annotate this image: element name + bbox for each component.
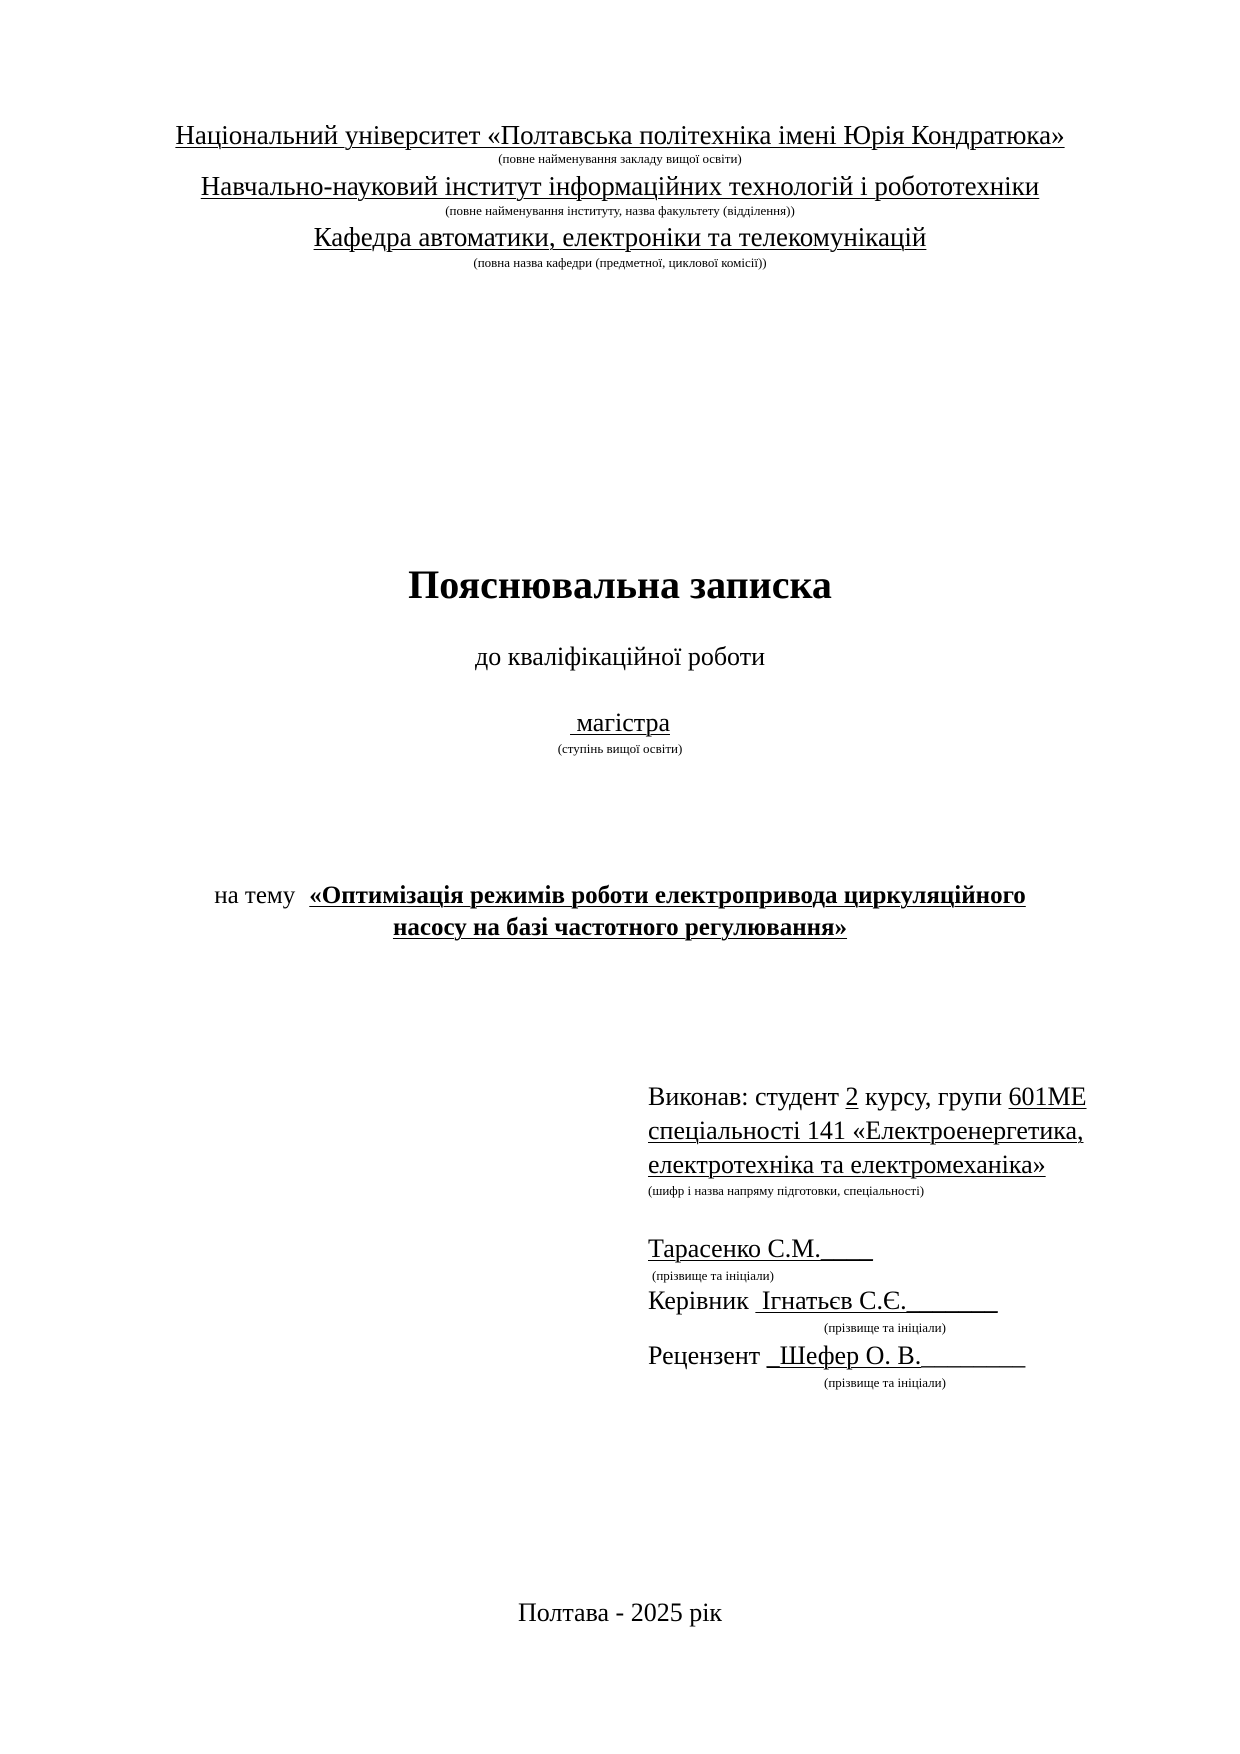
reviewer-name: _Шефер О. В.	[766, 1341, 922, 1370]
institute-name: Навчально-науковий інститут інформаційних технологій і робототехніки	[200, 171, 1040, 201]
supervisor-hint: (прізвище та ініціали)	[824, 1320, 946, 1335]
degree-hint: (ступінь вищої освіти)	[557, 741, 683, 756]
theme-line-1	[0, 880, 1240, 912]
theme-prefix: на тему	[214, 882, 296, 909]
performed-by: Виконав: студент 2 курсу, групи 601МЕ	[648, 1082, 1087, 1111]
reviewer-label: Рецензент	[648, 1341, 767, 1370]
degree: магістра	[570, 708, 670, 737]
group: 601МЕ	[1008, 1082, 1087, 1111]
specialty-hint: (шифр і назва напряму підготовки, спеціальності)	[648, 1183, 925, 1198]
supervisor	[648, 1285, 998, 1317]
theme-line-2	[0, 912, 1240, 944]
theme-title-line-1: «Оптимізація режимів роботи електропривода циркуляційного	[309, 882, 1026, 909]
student-name: Тарасенко С.М.____	[648, 1234, 873, 1263]
theme-title-line-2: насосу на базі частотного регулювання»	[392, 914, 848, 941]
supervisor-name: Ігнатьєв С.Є._______	[755, 1286, 998, 1315]
specialty-line-1: спеціальності 141 «Електроенергетика,	[648, 1116, 1084, 1145]
student-hint: (прізвище та ініціали)	[652, 1268, 774, 1283]
institute-hint: (повне найменування інституту, назва факультету (відділення))	[445, 203, 795, 218]
reviewer-hint: (прізвище та ініціали)	[824, 1375, 946, 1390]
reviewer-blank: ________	[921, 1341, 1026, 1370]
document-title: Пояснювальна записка	[408, 562, 832, 607]
document-subtitle: до кваліфікаційної роботи	[475, 642, 765, 671]
supervisor-label: Керівник	[648, 1286, 756, 1315]
department-name: Кафедра автоматики, електроніки та телекомунікацій	[313, 222, 927, 252]
city-year: Полтава - 2025 рік	[517, 1598, 723, 1627]
reviewer	[648, 1340, 1025, 1372]
university-hint: (повне найменування закладу вищої освіти)	[498, 151, 742, 166]
course: 2	[845, 1082, 859, 1111]
department-hint: (повна назва кафедри (предметної, циклової комісії))	[473, 255, 767, 270]
specialty-line-2: електротехніка та електромеханіка»	[648, 1150, 1046, 1179]
university-name: Національний університет «Полтавська політехніка імені Юрія Кондратюка»	[175, 120, 1065, 150]
